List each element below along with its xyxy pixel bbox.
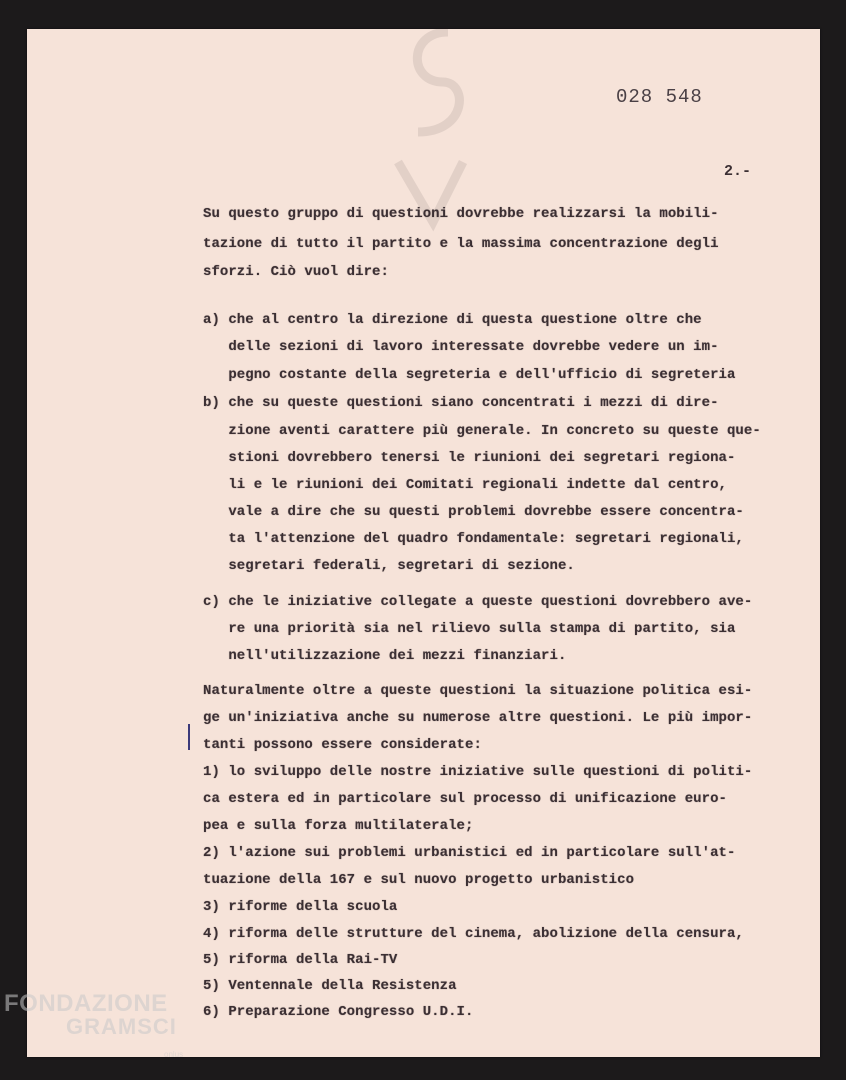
text-line: segretari federali, segretari di sezione. bbox=[203, 558, 575, 574]
text-line: li e le riunioni dei Comitati regionali indette dal centro, bbox=[203, 477, 727, 493]
text-line: vale a dire che su questi problemi dovrebbe essere concentra- bbox=[203, 504, 744, 520]
list-item-5: 5) riforma della Rai-TV bbox=[203, 952, 398, 968]
list-item-6: 6) Preparazione Congresso U.D.I. bbox=[203, 1004, 474, 1020]
list-item-1: 1) lo sviluppo delle nostre iniziative sulle questioni di politi- bbox=[203, 764, 753, 780]
list-item-3: 3) riforme della scuola bbox=[203, 899, 398, 915]
list-item-a: a) che al centro la direzione di questa questione oltre che bbox=[203, 312, 702, 328]
margin-pen-mark bbox=[188, 724, 190, 750]
text-line: re una priorità sia nel rilievo sulla stampa di partito, sia bbox=[203, 621, 736, 637]
text-line: pegno costante della segreteria e dell'ufficio di segreteria bbox=[203, 367, 736, 383]
watermark-small: onlus bbox=[164, 1050, 184, 1059]
text-line: tuazione della 167 e sul nuovo progetto urbanistico bbox=[203, 872, 635, 888]
text-line: tazione di tutto il partito e la massima concentrazione degli bbox=[203, 236, 719, 252]
text-line: tanti possono essere considerate: bbox=[203, 737, 482, 753]
text-line: Su questo gruppo di questioni dovrebbe realizzarsi la mobili- bbox=[203, 206, 719, 222]
text-line: zione aventi carattere più generale. In concreto su queste que- bbox=[203, 423, 761, 439]
text-line: ta l'attenzione del quadro fondamentale: segretari regionali, bbox=[203, 531, 744, 547]
document-number: 028 548 bbox=[616, 86, 703, 108]
text-line: nell'utilizzazione dei mezzi finanziari. bbox=[203, 648, 567, 664]
watermark-line2: GRAMSCI bbox=[66, 1014, 177, 1039]
list-item-2: 2) l'azione sui problemi urbanistici ed in particolare sull'at- bbox=[203, 845, 736, 861]
list-item-5b: 5) Ventennale della Resistenza bbox=[203, 978, 457, 994]
watermark-line1: FONDAZIONE bbox=[4, 990, 168, 1017]
text-line: ge un'iniziativa anche su numerose altre questioni. Le più impor- bbox=[203, 710, 753, 726]
watermark-logo bbox=[4, 990, 214, 1070]
list-item-c: c) che le iniziative collegate a queste questioni dovrebbero ave- bbox=[203, 594, 753, 610]
text-line: ca estera ed in particolare sul processo di unificazione euro- bbox=[203, 791, 727, 807]
text-line: stioni dovrebbero tenersi le riunioni dei segretari regiona- bbox=[203, 450, 736, 466]
list-item-b: b) che su queste questioni siano concentrati i mezzi di dire- bbox=[203, 395, 719, 411]
page-number: 2.- bbox=[724, 163, 752, 180]
list-item-4: 4) riforma delle strutture del cinema, abolizione della censura, bbox=[203, 926, 744, 942]
text-line: pea e sulla forza multilaterale; bbox=[203, 818, 474, 834]
text-line: delle sezioni di lavoro interessate dovrebbe vedere un im- bbox=[203, 339, 719, 355]
text-line: sforzi. Ciò vuol dire: bbox=[203, 264, 389, 280]
text-line: Naturalmente oltre a queste questioni la situazione politica esi- bbox=[203, 683, 753, 699]
